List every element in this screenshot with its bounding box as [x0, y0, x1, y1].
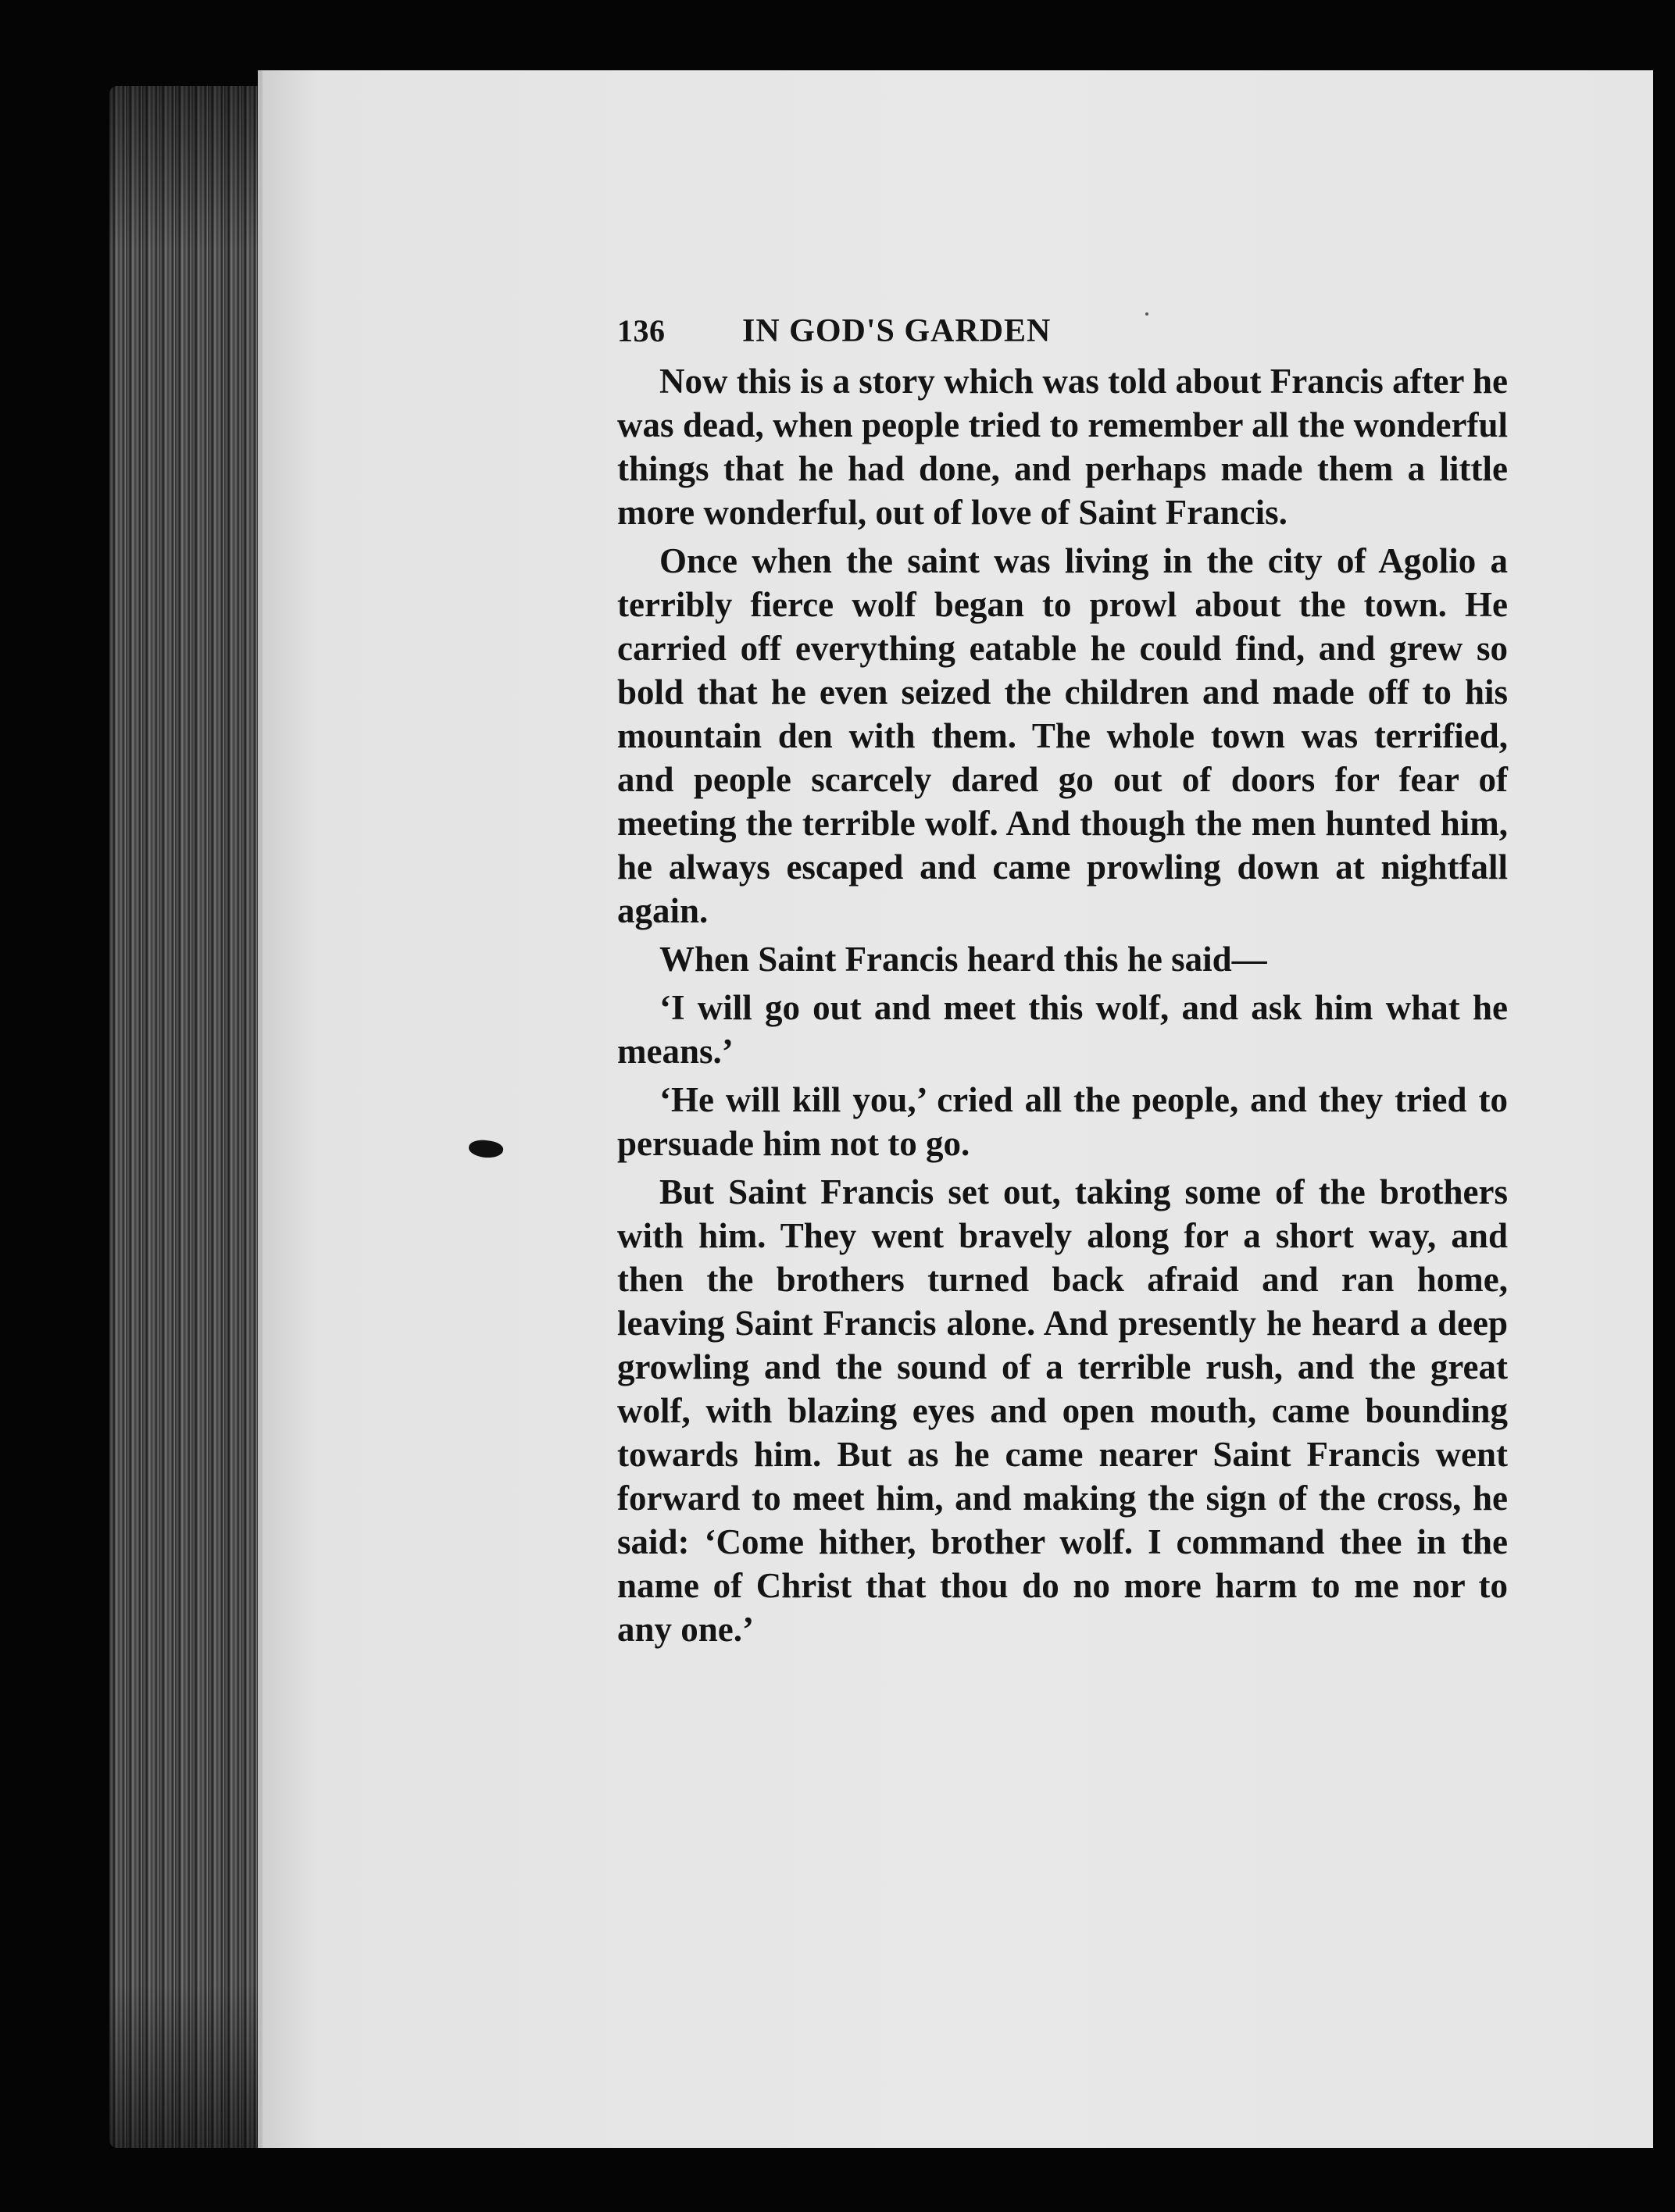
- running-head: IN GOD'S GARDEN: [742, 313, 1052, 349]
- paragraph-2: Once when the saint was living in the city of Agolio a terribly fierce wolf began to prowl about the town. He carried off everything eatable he could find, and grew so bold that he even seized the children and made off to his mountain den with them. The whole town was terrified, and people scarcely dared go out of doors for fear of meeting the terrible wolf. And though the men hunted him, he always escaped and came prowling down at nightfall again.: [617, 541, 1508, 930]
- paragraph-4: ‘I will go out and meet this wolf, and ask him what he means.’: [617, 988, 1508, 1071]
- page-text-block: [617, 312, 1508, 1656]
- page-number: 136: [617, 313, 666, 348]
- page-header: [617, 312, 1508, 350]
- paragraph-5: ‘He will kill you,’ cried all the people, and they tried to persuade him not to go.: [617, 1080, 1508, 1163]
- paragraph-1: Now this is a story which was told about Francis after he was dead, when people tried to remember all the wonderful things that he had done, and perhaps made them a little more wonderful, out of love of Saint Francis.: [617, 362, 1508, 532]
- paragraph-3: When Saint Francis heard this he said—: [659, 940, 1267, 979]
- book-page-edges: [109, 86, 266, 2148]
- paragraph-6: But Saint Francis set out, taking some of the brothers with him. They went bravely along for a short way, and then the brothers turned back afraid and ran home, leaving Saint Francis alone. And presently he heard a deep growling and the sound of a terrible rush, and the great wolf, with blazing eyes and open mouth, came bounding towards him. But as he came nearer Saint Francis went forward to meet him, and making the sign of the cross, he said: ‘Come hither, brother wolf. I command thee in the name of Christ that thou do no more harm to me nor to any one.’: [617, 1172, 1508, 1649]
